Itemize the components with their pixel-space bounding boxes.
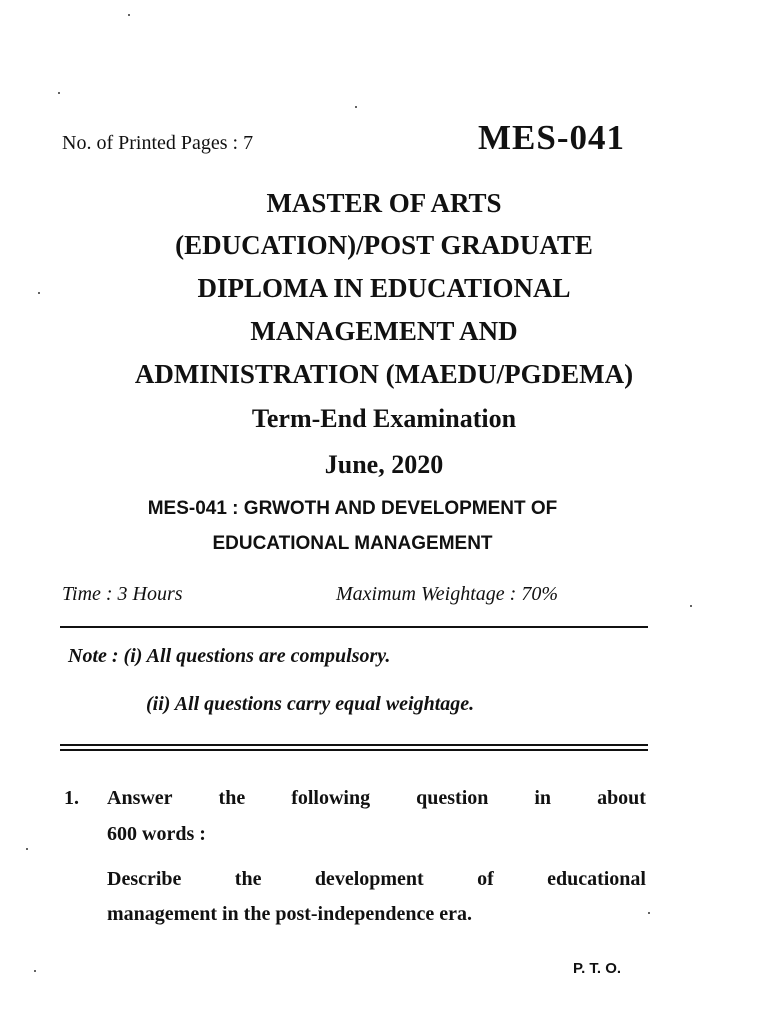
note-2: (ii) All questions carry equal weightage. — [146, 693, 475, 715]
note-1-text: (i) All questions are compulsory. — [123, 645, 391, 667]
note-1 — [68, 645, 390, 668]
exam-type: Term-End Examination — [251, 404, 517, 433]
word: Describe — [107, 868, 182, 890]
word: of — [477, 868, 494, 890]
title-line-2: (EDUCATION)/POST GRADUATE — [175, 230, 593, 260]
word: following — [291, 787, 371, 809]
word: development — [314, 868, 424, 890]
subject-line-1: MES-041 : GRWOTH AND DEVELOPMENT OF — [147, 498, 558, 519]
word: question — [416, 787, 489, 809]
word: about — [597, 787, 646, 809]
word: educational — [547, 868, 646, 890]
pto-marker: P. T. O. — [573, 960, 622, 977]
max-weightage: Maximum Weightage : 70% — [336, 583, 558, 605]
title-line-1: MASTER OF ARTS — [266, 188, 502, 218]
title-line-4: MANAGEMENT AND — [250, 316, 518, 346]
question-line-2: 600 words : — [107, 823, 206, 845]
word: Answer — [107, 787, 173, 809]
title-line-5: ADMINISTRATION (MAEDU/PGDEMA) — [134, 359, 634, 389]
double-rule-bottom — [60, 749, 648, 751]
divider-rule — [60, 626, 648, 628]
word: the — [234, 868, 262, 890]
scan-speck — [355, 106, 357, 108]
question-number: 1. — [64, 787, 79, 809]
exam-date: June, 2020 — [324, 450, 444, 479]
printed-pages-count: No. of Printed Pages : 7 — [62, 132, 254, 154]
question-line-3 — [107, 868, 646, 891]
title-line-3: DIPLOMA IN EDUCATIONAL — [197, 273, 571, 303]
course-code: MES-041 — [478, 118, 625, 157]
word: the — [218, 787, 246, 809]
subject-line-2: EDUCATIONAL MANAGEMENT — [212, 533, 493, 554]
scan-speck — [58, 92, 60, 94]
scan-speck — [26, 848, 28, 850]
scan-speck — [128, 14, 130, 16]
scan-speck — [38, 292, 40, 294]
word: in — [534, 787, 552, 809]
scan-speck — [690, 605, 692, 607]
scan-speck — [34, 970, 36, 972]
note-label: Note : — [68, 645, 119, 667]
double-rule-top — [60, 744, 648, 746]
question-line-1 — [107, 787, 646, 810]
scan-speck — [648, 912, 650, 914]
exam-time: Time : 3 Hours — [62, 583, 183, 605]
question-line-4: management in the post-independence era. — [107, 903, 472, 925]
